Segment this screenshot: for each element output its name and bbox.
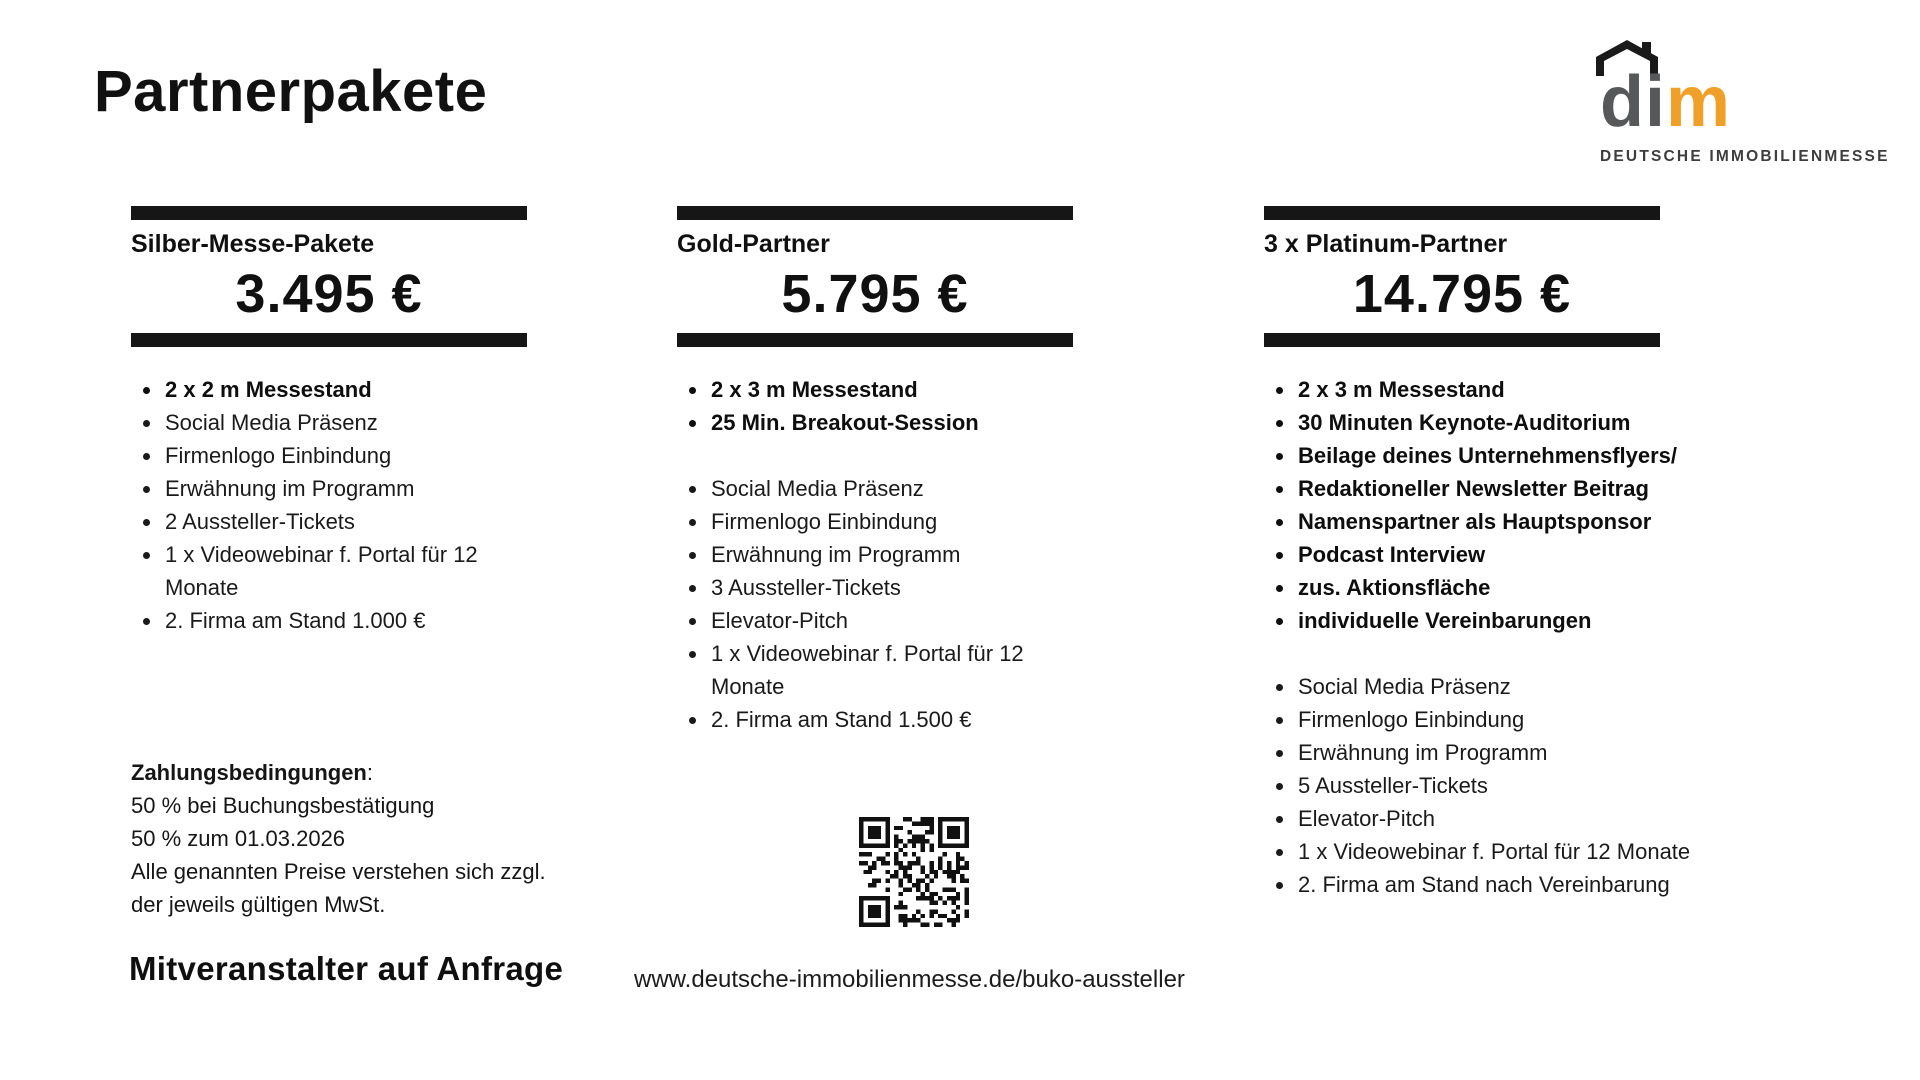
payment-lines	[131, 789, 571, 921]
payment-line: Alle genannten Preise verstehen sich zzgl. der jeweils gültigen MwSt.	[131, 859, 546, 917]
package-name: Silber-Messe-Pakete	[131, 230, 375, 258]
package-gold	[677, 206, 1073, 736]
feature-item: • Beilage deines Unternehmensflyers/	[1296, 439, 1696, 472]
package-name: 3 x Platinum-Partner	[1264, 230, 1508, 258]
feature-item: • 3 Aussteller-Tickets	[709, 571, 1061, 604]
payment-line: 50 % zum 01.03.2026	[131, 826, 346, 851]
feature-list	[1264, 373, 1696, 901]
divider-bar-bottom	[1264, 333, 1660, 347]
package-price: 14.795 €	[1352, 264, 1572, 324]
feature-item: • Redaktioneller Newsletter Beitrag	[1296, 472, 1696, 505]
feature-item: • 5 Aussteller-Tickets	[1296, 769, 1696, 802]
feature-item: • Firmenlogo Einbindung	[1296, 703, 1696, 736]
feature-item: • 1 x Videowebinar f. Portal für 12 Monate	[1296, 835, 1696, 868]
logo	[1600, 40, 1890, 166]
feature-item: • 2. Firma am Stand 1.500 €	[709, 703, 1061, 736]
feature-item: • Erwähnung im Programm	[1296, 736, 1696, 769]
package-name: Gold-Partner	[677, 230, 830, 258]
divider-bar-bottom	[677, 333, 1073, 347]
payment-terms	[131, 756, 571, 921]
feature-item: • 2 x 3 m Messestand	[1296, 373, 1696, 406]
feature-item: • Podcast Interview	[1296, 538, 1696, 571]
payment-heading: Zahlungsbedingungen	[131, 760, 367, 785]
logo-mark	[1600, 40, 1880, 144]
divider-bar-bottom	[131, 333, 527, 347]
payment-line: 50 % bei Buchungsbestätigung	[131, 793, 435, 818]
payment-heading-line	[131, 756, 571, 789]
feature-list	[677, 373, 1061, 736]
package-price: 5.795 €	[781, 264, 969, 324]
feature-item: • Elevator-Pitch	[709, 604, 1061, 637]
logo-letter-m: m	[1666, 62, 1732, 142]
feature-item: • 2. Firma am Stand 1.000 €	[163, 604, 483, 637]
package-platinum	[1264, 206, 1691, 901]
logo-wordmark	[1600, 62, 1732, 142]
feature-item: • Social Media Präsenz	[1296, 670, 1696, 703]
feature-item: • Firmenlogo Einbindung	[163, 439, 483, 472]
feature-item: • 2 Aussteller-Tickets	[163, 505, 483, 538]
feature-item: • 1 x Videowebinar f. Portal für 12 Monate	[709, 637, 1061, 703]
feature-item: • 25 Min. Breakout-Session	[709, 406, 1061, 439]
divider-bar-top	[677, 206, 1073, 220]
website-url: www.deutsche-immobilienmesse.de/buko-aussteller	[634, 966, 1185, 993]
logo-letter-d: d	[1600, 62, 1645, 142]
payment-heading-colon: :	[366, 760, 373, 785]
feature-item: • Social Media Präsenz	[709, 472, 1061, 505]
feature-item: • Elevator-Pitch	[1296, 802, 1696, 835]
package-silber	[131, 206, 527, 637]
divider-bar-top	[1264, 206, 1660, 220]
feature-item: • 2 x 3 m Messestand	[709, 373, 1061, 406]
footer-note: Mitveranstalter auf Anfrage	[129, 950, 564, 987]
logo-letter-i: i	[1644, 62, 1666, 142]
feature-item: • Erwähnung im Programm	[163, 472, 483, 505]
feature-item: • Erwähnung im Programm	[709, 538, 1061, 571]
feature-item: • 2 x 2 m Messestand	[163, 373, 483, 406]
feature-item: • 2. Firma am Stand nach Vereinbarung	[1296, 868, 1696, 901]
feature-item: • 30 Minuten Keynote-Auditorium	[1296, 406, 1696, 439]
feature-item: • zus. Aktionsfläche	[1296, 571, 1696, 604]
logo-subtitle: DEUTSCHE IMMOBILIENMESSE	[1600, 148, 1890, 165]
feature-list	[131, 373, 483, 637]
feature-item: • Social Media Präsenz	[163, 406, 483, 439]
feature-item: • Firmenlogo Einbindung	[709, 505, 1061, 538]
page-title: Partnerpakete	[94, 59, 488, 124]
package-price: 3.495 €	[235, 264, 423, 324]
qr-code	[857, 815, 971, 929]
feature-item: • 1 x Videowebinar f. Portal für 12 Monate	[163, 538, 483, 604]
feature-item: • individuelle Vereinbarungen	[1296, 604, 1696, 637]
divider-bar-top	[131, 206, 527, 220]
feature-item: • Namenspartner als Hauptsponsor	[1296, 505, 1696, 538]
